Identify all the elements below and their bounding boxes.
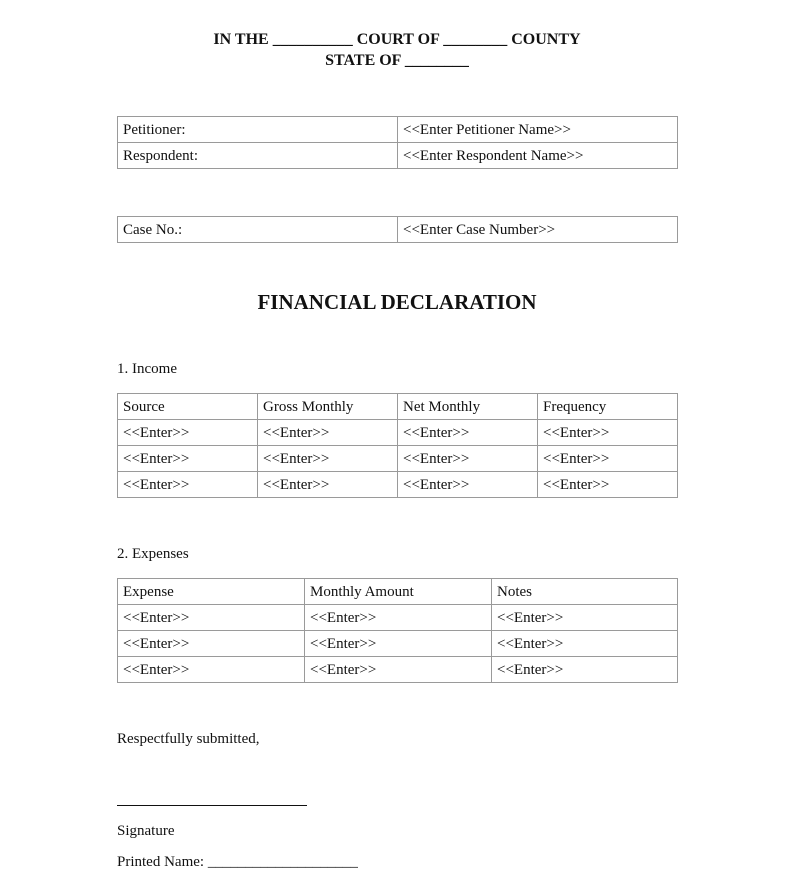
expense-name-field[interactable]: <<Enter>> [118, 631, 305, 657]
state-header-line: STATE OF ________ [325, 52, 469, 69]
income-gross-field[interactable]: <<Enter>> [258, 446, 398, 472]
column-header-monthly-amount: Monthly Amount [305, 579, 492, 605]
respondent-label: Respondent: [118, 143, 398, 169]
column-header-expense: Expense [118, 579, 305, 605]
expense-notes-field[interactable]: <<Enter>> [492, 631, 678, 657]
column-header-gross-monthly: Gross Monthly [258, 394, 398, 420]
petitioner-label: Petitioner: [118, 117, 398, 143]
income-heading: 1. Income [117, 361, 177, 377]
table-row [118, 631, 678, 657]
column-header-source: Source [118, 394, 258, 420]
closing-statement: Respectfully submitted, [117, 731, 260, 747]
table-row [118, 605, 678, 631]
table-header-row [118, 394, 678, 420]
table-header-row [118, 579, 678, 605]
case-number-table [117, 216, 678, 243]
income-net-field[interactable]: <<Enter>> [398, 420, 538, 446]
table-row [118, 446, 678, 472]
income-net-field[interactable]: <<Enter>> [398, 472, 538, 498]
table-row [118, 117, 678, 143]
column-header-frequency: Frequency [538, 394, 678, 420]
document-title: FINANCIAL DECLARATION [257, 290, 537, 314]
column-header-notes: Notes [492, 579, 678, 605]
table-row [118, 657, 678, 683]
table-row [118, 472, 678, 498]
income-frequency-field[interactable]: <<Enter>> [538, 472, 678, 498]
petitioner-name-field[interactable]: <<Enter Petitioner Name>> [398, 117, 678, 143]
expense-amount-field[interactable]: <<Enter>> [305, 631, 492, 657]
signature-line[interactable] [117, 805, 307, 806]
income-table [117, 393, 678, 498]
expense-notes-field[interactable]: <<Enter>> [492, 657, 678, 683]
income-source-field[interactable]: <<Enter>> [118, 472, 258, 498]
case-number-label: Case No.: [118, 217, 398, 243]
parties-table [117, 116, 678, 169]
table-row [118, 217, 678, 243]
table-row [118, 420, 678, 446]
printed-name-line[interactable]: Printed Name: ____________________ [117, 854, 358, 870]
income-net-field[interactable]: <<Enter>> [398, 446, 538, 472]
expense-amount-field[interactable]: <<Enter>> [305, 657, 492, 683]
income-frequency-field[interactable]: <<Enter>> [538, 446, 678, 472]
respondent-name-field[interactable]: <<Enter Respondent Name>> [398, 143, 678, 169]
income-source-field[interactable]: <<Enter>> [118, 420, 258, 446]
income-gross-field[interactable]: <<Enter>> [258, 420, 398, 446]
expense-notes-field[interactable]: <<Enter>> [492, 605, 678, 631]
court-header-line: IN THE __________ COURT OF ________ COUNTY [213, 31, 581, 48]
case-number-field[interactable]: <<Enter Case Number>> [398, 217, 678, 243]
signature-label: Signature [117, 823, 175, 839]
expenses-table [117, 578, 678, 683]
income-source-field[interactable]: <<Enter>> [118, 446, 258, 472]
table-row [118, 143, 678, 169]
column-header-net-monthly: Net Monthly [398, 394, 538, 420]
expense-amount-field[interactable]: <<Enter>> [305, 605, 492, 631]
income-gross-field[interactable]: <<Enter>> [258, 472, 398, 498]
expenses-heading: 2. Expenses [117, 546, 189, 562]
income-frequency-field[interactable]: <<Enter>> [538, 420, 678, 446]
expense-name-field[interactable]: <<Enter>> [118, 605, 305, 631]
expense-name-field[interactable]: <<Enter>> [118, 657, 305, 683]
